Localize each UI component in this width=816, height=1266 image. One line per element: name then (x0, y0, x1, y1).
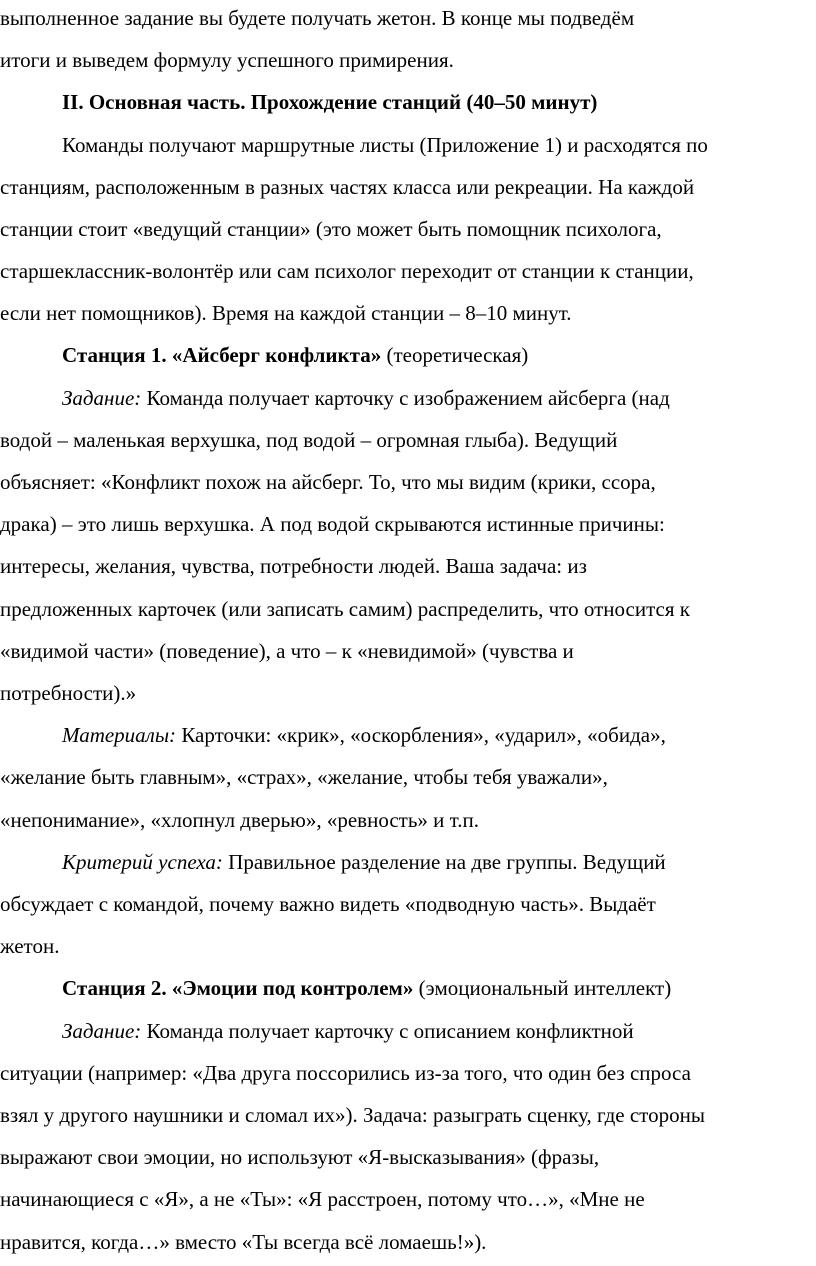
text-line: «видимой части» (поведение), а что – к «невидимой» (чувства и (0, 639, 574, 663)
text-line: нравится, когда…» вместо «Ты всегда всё ломаешь!»). (0, 1230, 487, 1254)
text-line: выражают свои эмоции, но используют «Я-высказывания» (фразы, (0, 1145, 600, 1169)
text-line: предложенных карточек (или записать самим) распределить, что относится к (0, 597, 690, 621)
text-line: обсуждает с командой, почему важно видеть «подводную часть». Выдаёт (0, 892, 656, 916)
text-line: объясняет: «Конфликт похож на айсберг. То, что мы видим (крики, ссора, (0, 470, 656, 494)
text-line: ситуации (например: «Два друга поссорились из-за того, что один без спроса (0, 1061, 691, 1085)
paragraph-start: Команды получают маршрутные листы (Приложение 1) и расходятся по (62, 133, 708, 157)
task-label-line: Задание: Команда получает карточку с описанием конфликтной (62, 1019, 634, 1043)
text-line: потребности).» (0, 681, 137, 705)
text-line: водой – маленькая верхушка, под водой – огромная глыба). Ведущий (0, 428, 618, 452)
section-heading: II. Основная часть. Прохождение станций (40–50 минут) (62, 90, 598, 114)
text-line: итоги и выведем формулу успешного примирения. (0, 48, 454, 72)
text-line: старшеклассник-волонтёр или сам психолог переходит от станции к станции, (0, 259, 694, 283)
text-line: начинающиеся с «Я», а не «Ты»: «Я расстроен, потому что…», «Мне не (0, 1187, 645, 1211)
text-line: «непонимание», «хлопнул дверью», «ревность» и т.п. (0, 808, 480, 832)
materials-label-line: Материалы: Карточки: «крик», «оскорбления», «ударил», «обида», (62, 723, 666, 747)
text-line: станции стоит «ведущий станции» (это может быть помощник психолога, (0, 217, 662, 241)
text-line: взял у другого наушники и сломал их»). Задача: разыграть сценку, где стороны (0, 1103, 705, 1127)
text-line: драка) – это лишь верхушка. А под водой скрываются истинные причины: (0, 512, 665, 536)
station-1-heading: Станция 1. «Айсберг конфликта» (теоретическая) (62, 343, 529, 367)
text-line: выполненное задание вы будете получать жетон. В конце мы подведём (0, 6, 635, 30)
station-2-heading: Станция 2. «Эмоции под контролем» (эмоциональный интеллект) (62, 976, 672, 1000)
text-line: станциям, расположенным в разных частях класса или рекреации. На каждой (0, 175, 695, 199)
text-line: жетон. (0, 934, 60, 958)
text-line: «желание быть главным», «страх», «желание, чтобы тебя уважали», (0, 765, 608, 789)
text-line: интересы, желания, чувства, потребности людей. Ваша задача: из (0, 554, 587, 578)
text-line: если нет помощников). Время на каждой станции – 8–10 минут. (0, 301, 572, 325)
success-criterion-line: Критерий успеха: Правильное разделение на две группы. Ведущий (62, 850, 666, 874)
task-label-line: Задание: Команда получает карточку с изображением айсберга (над (62, 386, 670, 410)
